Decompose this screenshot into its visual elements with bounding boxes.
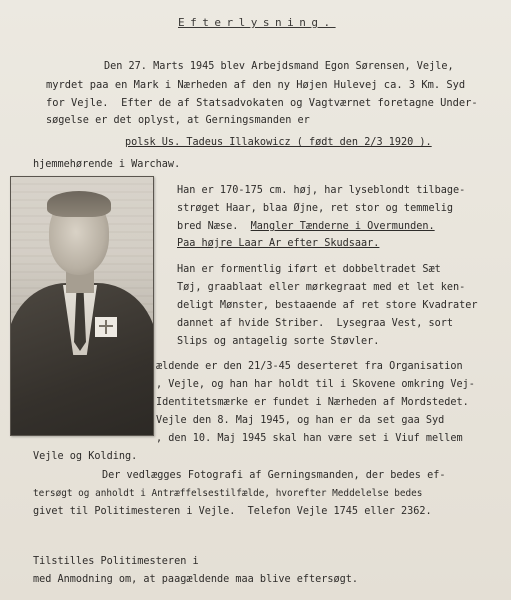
suspect-name-line: polsk Us. Tadeus Illakowicz ( født den 2/3 1920 ).	[125, 137, 432, 148]
clothing-line: Han er formentlig iført et dobbeltradet Sæt	[177, 264, 441, 275]
photo-note-line: givet til Politimesteren i Vejle. Telefon Vejle 1745 eller 2362.	[33, 506, 432, 517]
deserted-line: , Vejle, og han har holdt til i Skovene omkring Vej-	[156, 379, 475, 390]
clothing-line: deligt Mønster, bestaaende af ret store Kvadrater	[177, 300, 478, 311]
deserted-line: ældende er den 21/3-45 deserteret fra Organisation	[156, 361, 463, 372]
text-line: søgelse er det oplyst, at Gerningsmanden er	[46, 115, 310, 126]
description-line: Han er 170-175 cm. høj, har lyseblondt tilbage-	[177, 185, 466, 196]
text-line: Den 27. Marts 1945 blev Arbejdsmand Egon Sørensen, Vejle,	[104, 61, 454, 72]
nose-text: bred Næse.	[177, 221, 239, 232]
clothing-line: Slips og antagelig sorte Støvler.	[177, 336, 380, 347]
vejle-kolding-line: Vejle og Kolding.	[33, 451, 138, 462]
suspect-photo	[10, 176, 154, 436]
deserted-line: Identitetsmærke er fundet i Nærheden af Mordstedet.	[156, 397, 469, 408]
deserted-line: , den 10. Maj 1945 skal han være set i Viuf mellem	[156, 433, 463, 444]
scar-line: Paa højre Laar Ar efter Skudsaar.	[177, 238, 380, 249]
footer-line: med Anmodning om, at paagældende maa blive eftersøgt.	[33, 574, 359, 585]
armband-cross-icon	[95, 317, 117, 337]
deserted-line: Vejle den 8. Maj 1945, og han er da set gaa Syd	[156, 415, 445, 426]
hometown-line: hjemmehørende i Warchaw.	[33, 159, 181, 170]
footer-line: Tilstilles Politimesteren i	[33, 556, 199, 567]
missing-teeth-text: Mangler Tænderne i Overmunden.	[250, 221, 435, 232]
document-title: Efterlysning.	[178, 16, 336, 29]
description-line	[177, 221, 435, 233]
photo-note-line: Der vedlægges Fotografi af Gerningsmanden, der bedes ef-	[102, 470, 446, 481]
text-line: for Vejle. Efter de af Statsadvokaten og Vagtværnet foretagne Under-	[46, 97, 478, 109]
photo-note-line: tersøgt og anholdt i Antræffelsestilfælde, hvorefter Meddelelse bedes	[33, 488, 423, 499]
clothing-line: Tøj, graablaat eller mørkegraat med et let ken-	[177, 282, 466, 293]
text-line: myrdet paa en Mark i Nærheden af den ny Højen Hulevej ca. 3 Km. Syd	[46, 79, 466, 91]
description-line: strøget Haar, blaa Øjne, ret stor og temmelig	[177, 203, 454, 214]
clothing-line: dannet af hvide Striber. Lysegraa Vest, sort	[177, 318, 454, 329]
